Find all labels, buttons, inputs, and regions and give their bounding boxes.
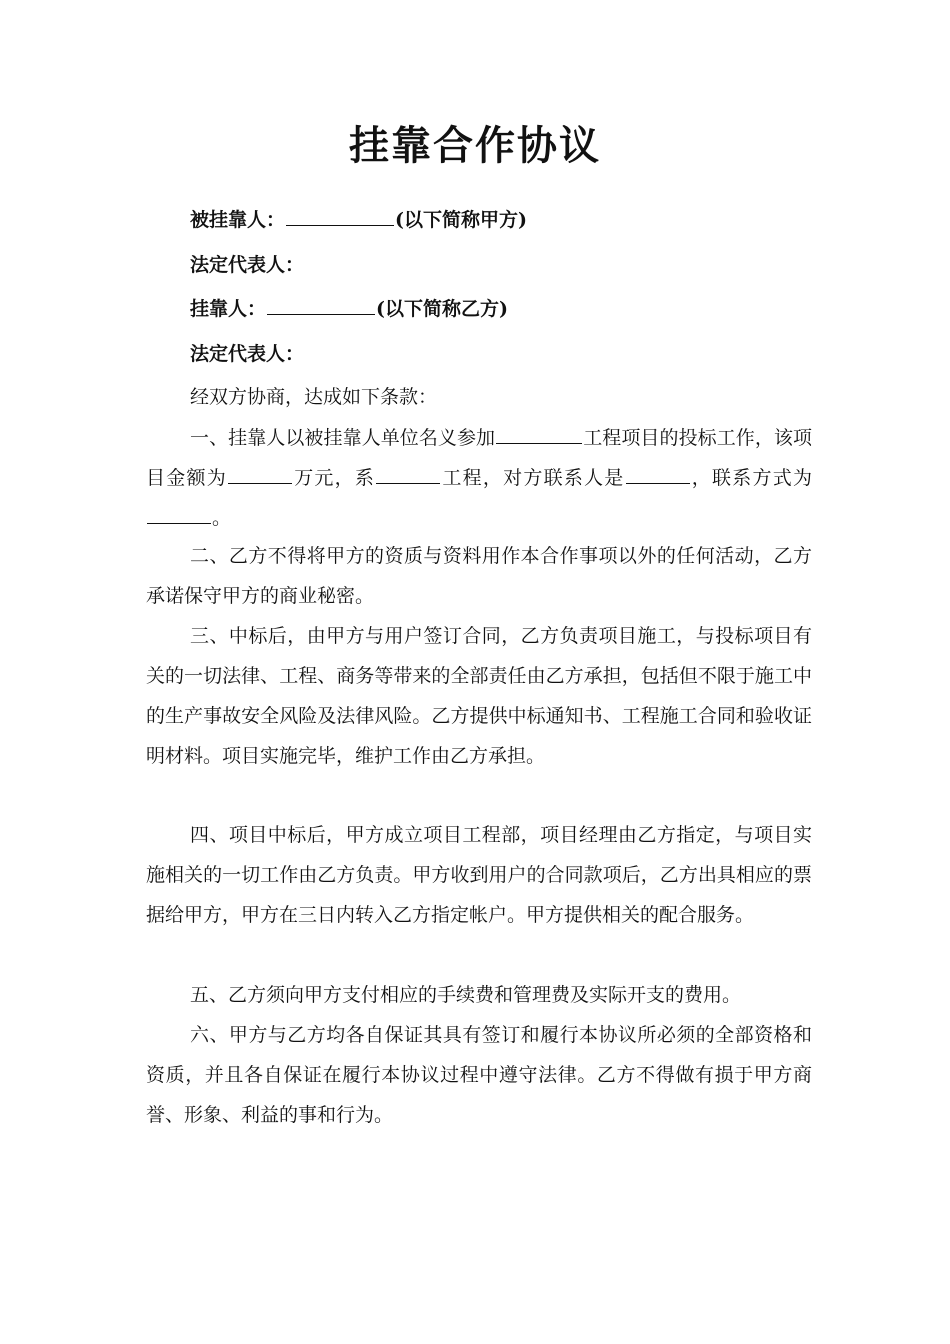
- party-b-rep-line: [190, 339, 304, 369]
- project-type-blank: [376, 464, 440, 484]
- party-a-suffix: (以下简称甲方): [395, 209, 527, 231]
- intro-line: 经双方协商，达成如下条款：: [190, 386, 438, 408]
- document-title: 挂靠合作协议: [349, 122, 601, 169]
- clause-1-text-3: 万元，系: [292, 467, 376, 489]
- party-a-label: 被挂靠人：: [190, 209, 286, 231]
- party-a-rep-label: 法定代表人：: [190, 254, 305, 276]
- party-b-rep-label: 法定代表人：: [190, 343, 305, 365]
- clause-3: 三、中标后，由甲方与用户签订合同，乙方负责项目施工，与投标项目有关的一切法律、工程、商务等带来的全部责任由乙方承担，包括但不限于施工中的生产事故安全风险及法律风险。乙方提供中标通知书、工程施工合同和验收证明材料。项目实施完毕，维护工作由乙方承担。: [146, 625, 812, 767]
- clause-1-text-5: ，联系方式为: [690, 467, 812, 489]
- contact-person-blank: [626, 464, 690, 484]
- clause-1-text-6: 。: [212, 507, 232, 529]
- clause-6: 六、甲方与乙方均各自保证其具有签订和履行本协议所必须的全部资格和资质，并且各自保证在履行本协议过程中遵守法律。乙方不得做有损于甲方商誉、形象、利益的事和行为。: [146, 1024, 812, 1126]
- clause-2: 二、乙方不得将甲方的资质与资料用作本合作事项以外的任何活动，乙方承诺保守甲方的商业秘密。: [146, 545, 812, 607]
- party-b-suffix: (以下简称乙方): [376, 298, 508, 320]
- clause-1: [146, 418, 812, 538]
- clause-4: 四、项目中标后，甲方成立项目工程部，项目经理由乙方指定，与项目实施相关的一切工作由乙方负责。甲方收到用户的合同款项后，乙方出具相应的票据给甲方，甲方在三日内转入乙方指定帐户。甲方提供相关的配合服务。: [146, 824, 812, 926]
- party-b-line: [190, 294, 508, 324]
- project-name-blank: [496, 424, 582, 444]
- party-a-line: [190, 205, 527, 235]
- clause-1-text-1: 一、挂靠人以被挂靠人单位名义参加: [190, 427, 496, 449]
- party-b-blank: [267, 295, 375, 315]
- contact-info-blank: [147, 504, 211, 524]
- clause-5: 五、乙方须向甲方支付相应的手续费和管理费及实际开支的费用。: [190, 984, 742, 1006]
- party-a-rep-line: [190, 250, 304, 280]
- party-b-label: 挂靠人：: [190, 298, 267, 320]
- party-a-blank: [286, 206, 394, 226]
- amount-blank: [228, 464, 292, 484]
- clause-1-text-2: 工程项目的投标工作，该项目金额为: [146, 427, 812, 489]
- clause-1-text-4: 工程，对方联系人是: [441, 467, 625, 489]
